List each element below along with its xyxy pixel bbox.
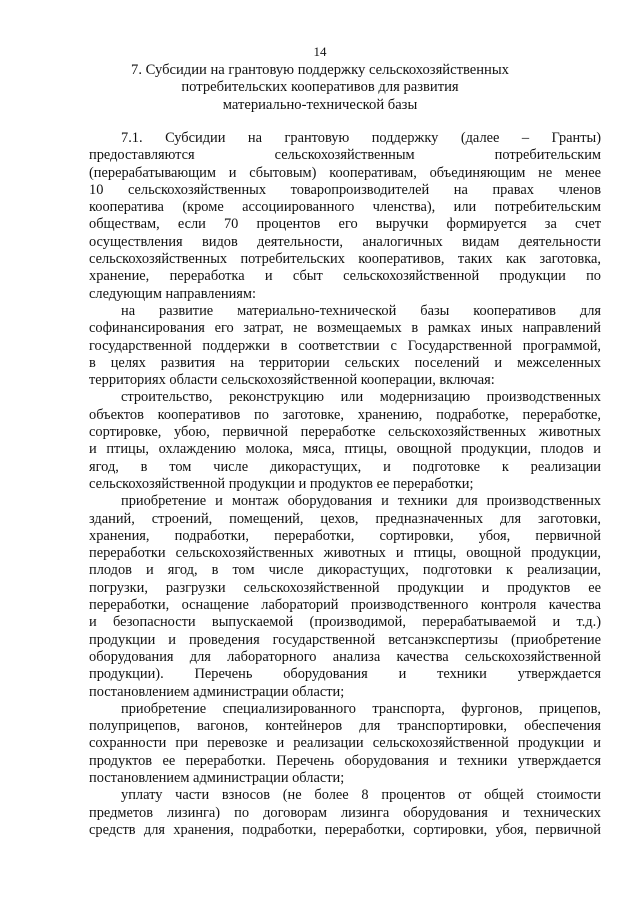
text-line: хранения, подработки, переработки, сортировки, убоя, первичной	[89, 527, 601, 544]
text-line: территориях области сельскохозяйственной кооперации, включая:	[89, 372, 495, 389]
text-line: сортировке, убою, первичной переработке сельскохозяйственных животных	[89, 424, 601, 441]
text-line: продуктов ее переработки. Перечень оборудования и техники утверждается	[89, 752, 601, 769]
text-line: обществам, если 70 процентов его выручки формируется за счет	[89, 216, 601, 233]
text-line: строительство, реконструкцию или модернизацию производственных	[121, 389, 601, 406]
text-line: продукции и проведения государственной ветсанэкспертизы (приобретение	[89, 631, 601, 648]
text-line: и безопасности выпускаемой (производимой, перерабатываемой и т.д.)	[89, 614, 601, 631]
text-line: сельскохозяйственной продукции и продуктов ее переработки;	[89, 475, 474, 492]
text-line: предметов лизинга) по договорам лизинга оборудования и технических	[89, 804, 601, 821]
text-line: сельскохозяйственных потребительских кооперативов, таких как заготовка,	[89, 251, 601, 268]
text-line: постановлением администрации области;	[89, 683, 345, 700]
text-line: переработки, оснащение лабораторий производственного контроля качества	[89, 597, 601, 614]
text-line: погрузки, разгрузки сельскохозяйственной продукции и продуктов ее	[89, 579, 601, 596]
section-title-line: материально-технической базы	[222, 96, 418, 113]
paragraph-development	[89, 303, 601, 389]
text-line: сохранности при перевозке и реализации сельскохозяйственной продукции и	[89, 735, 601, 752]
text-line: кооператива (кроме ассоциированного членства), или потребительским	[89, 199, 601, 216]
paragraph-leasing	[89, 787, 601, 839]
text-line: следующим направлениям:	[89, 285, 257, 302]
text-line: уплату части взносов (не более 8 процентов от общей стоимости	[121, 787, 601, 804]
document-body	[89, 130, 601, 839]
text-line: ягод, в том числе дикорастущих, и подготовке к реализации	[89, 458, 601, 475]
text-line: и птицы, охлаждению молока, мяса, птицы, овощной продукции, плодов и	[89, 441, 601, 458]
text-line: софинансирования его затрат, не возмещаемых в рамках иных направлений	[89, 320, 601, 337]
paragraph-construction	[89, 389, 601, 493]
text-line: 7.1. Субсидии на грантовую поддержку (далее – Гранты)	[121, 130, 601, 146]
text-line: продукции). Перечень оборудования и техники утверждается	[89, 666, 601, 683]
paragraph-equipment	[89, 493, 601, 701]
text-line: хранение, переработка и сбыт сельскохозяйственной продукции по	[89, 268, 601, 285]
page-number: 14	[313, 44, 327, 59]
section-title	[100, 62, 540, 114]
text-line: на развитие материально-технической базы кооперативов для	[121, 302, 601, 319]
text-line: объектов кооперативов по заготовке, хранению, подработке, переработке,	[89, 406, 601, 423]
text-line: осуществления видов деятельности, аналогичных видам деятельности	[89, 233, 601, 250]
text-line: (перерабатывающим и сбытовым) кооперативам, объединяющим не менее	[89, 164, 601, 181]
text-line: плодов и ягод, в том числе дикорастущих, подготовки к реализации,	[89, 562, 601, 579]
text-line: средств для хранения, подработки, переработки, сортировки, убоя, первичной	[89, 821, 601, 838]
text-line: приобретение и монтаж оборудования и техники для производственных	[121, 493, 601, 510]
paragraph-transport	[89, 701, 601, 787]
section-title-line: 7. Субсидии на грантовую поддержку сельскохозяйственных	[131, 62, 509, 78]
text-line: переработки сельскохозяйственных животных и птицы, овощной продукции,	[89, 545, 601, 562]
paragraph-7-1	[89, 130, 601, 303]
text-line: постановлением администрации области;	[89, 769, 345, 786]
text-line: зданий, строений, помещений, цехов, предназначенных для заготовки,	[89, 510, 601, 527]
text-line: государственной поддержки в соответствии с Государственной программой,	[89, 337, 601, 354]
text-line: приобретение специализированного транспорта, фургонов, прицепов,	[121, 700, 601, 717]
text-line: полуприцепов, вагонов, контейнеров для транспортировки, обеспечения	[89, 718, 601, 735]
section-title-line: потребительских кооперативов для развития	[181, 79, 459, 96]
text-line: предоставляются сельскохозяйственным потребительским	[89, 147, 601, 164]
text-line: оборудования для лабораторного анализа качества сельскохозяйственной	[89, 648, 601, 665]
text-line: в целях развития на территории сельских поселений и межселенных	[89, 354, 601, 371]
text-line: 10 сельскохозяйственных товаропроизводителей на правах членов	[89, 181, 601, 198]
